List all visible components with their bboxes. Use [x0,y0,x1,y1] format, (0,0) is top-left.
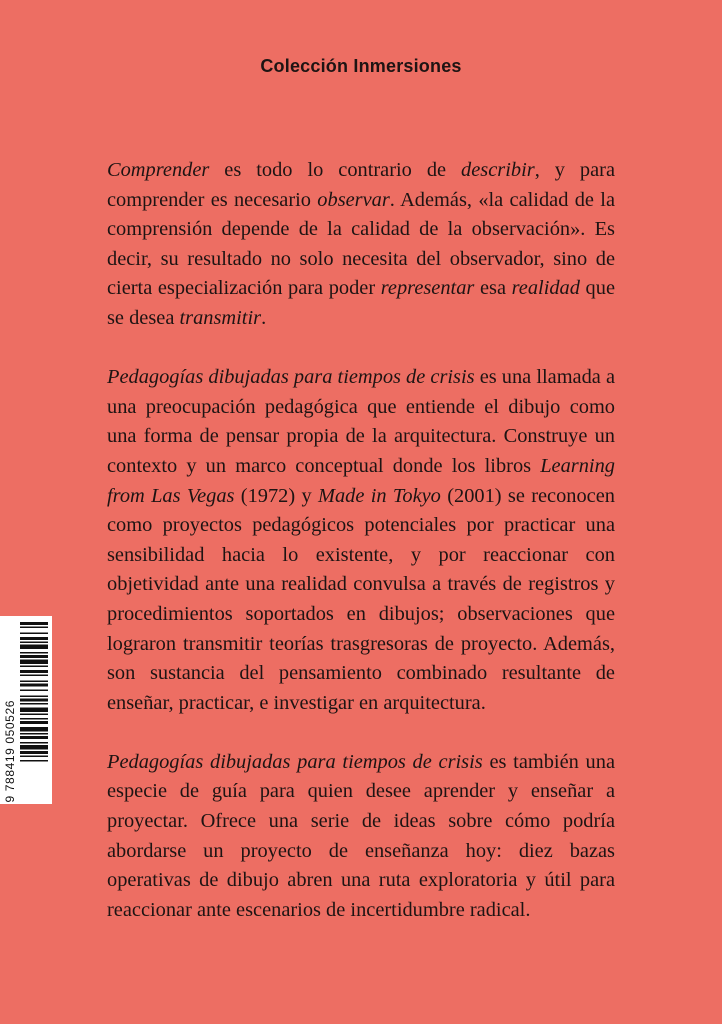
text-run: (1972) y [234,484,318,507]
text-run: . [261,306,267,329]
italic-run: Pedagogías dibujadas para tiempos de crisis [107,366,475,389]
barcode-bar [20,645,48,650]
barcode-bar [20,714,48,716]
text-run: que se desea [107,277,615,329]
text-run: es todo lo contrario de [209,159,462,181]
barcode-bar [20,756,48,758]
italic-run: transmitir [179,306,262,329]
italic-run: Learning from Las Vegas [107,454,615,507]
blurb-paragraph [107,748,615,926]
barcode-bar [20,633,48,635]
barcode-bar [20,637,48,640]
barcode-bar [20,742,48,744]
text-run: es también una especie de guía para quien desee aprender y enseñar a proyectar. Ofrece una serie de ideas sobre cómo podría abordarse un proyecto de enseñanza hoy: diez bazas operativas de dibujo abren una ruta exploratoria y útil para reaccionar ante escenarios de incertidumbre radical. [107,750,615,921]
italic-run: Pedagogías dibujadas para tiempos de crisis [107,750,483,773]
italic-run: observar [317,188,390,211]
barcode-bar [20,703,48,705]
barcode-bar [20,655,48,658]
barcode-bar [20,736,48,739]
series-title: Colección Inmersiones [260,56,462,76]
text-run: . Además, «la calidad de la comprensión depende de la calidad de la observación». Es decir, su resultado no solo necesita del observador, sino de cierta especialización para poder [107,188,616,300]
barcode-bar [20,627,48,629]
barcode-bar [20,699,48,702]
barcode-bar [20,660,48,665]
barcode-bar [20,666,48,668]
barcode-bar [20,642,48,644]
isbn-digits: 9 788419 050526 [3,699,17,802]
text-run: , y para comprender es necesario [107,159,615,211]
back-cover-blurb [107,156,615,925]
barcode-bar [20,751,48,754]
blurb-paragraph [107,363,615,718]
italic-run: Made in Tokyo [317,484,441,507]
barcode-bar [20,690,48,692]
barcode-bar [20,718,48,720]
barcode-bar [20,708,48,713]
barcode-bar [20,745,48,750]
barcode-bar [20,721,48,724]
isbn-barcode [0,616,52,804]
text-run: esa [474,277,512,300]
barcode-bar [20,696,48,698]
barcode-bar [20,760,48,762]
text-run: (2001) se reconocen como proyectos pedagógicos potenciales por practicar una sensibilidad hacia lo existente, y por reaccionar con objetividad ante una realidad convulsa a través de registros y procedimientos soportados en dibujos; observaciones que lograron transmitir teorías trasgresoras de proyecto. Además, son sustancia del pensamiento combinado resultante de enseñar, practicar, e investigar en arquitectura. [107,484,615,714]
barcode-bar [20,684,48,687]
text-run: es una llamada a una preocupación pedagógica que entiende el dibujo como una forma de pensar propia de la arquitectura. Construye un contexto y un marco conceptual donde los libros [107,366,615,477]
blurb-paragraph [107,156,615,334]
barcode-bar [20,733,48,735]
barcode-bar [20,681,48,683]
italic-run: Comprender [107,159,210,181]
barcode-bar [20,652,48,654]
italic-run: describir [461,159,535,181]
barcode-bar [20,727,48,732]
barcode-bar [20,675,48,677]
barcode-bar [20,622,48,625]
italic-run: representar [380,277,475,300]
italic-run: realidad [511,277,580,300]
barcode-bar [20,670,48,673]
